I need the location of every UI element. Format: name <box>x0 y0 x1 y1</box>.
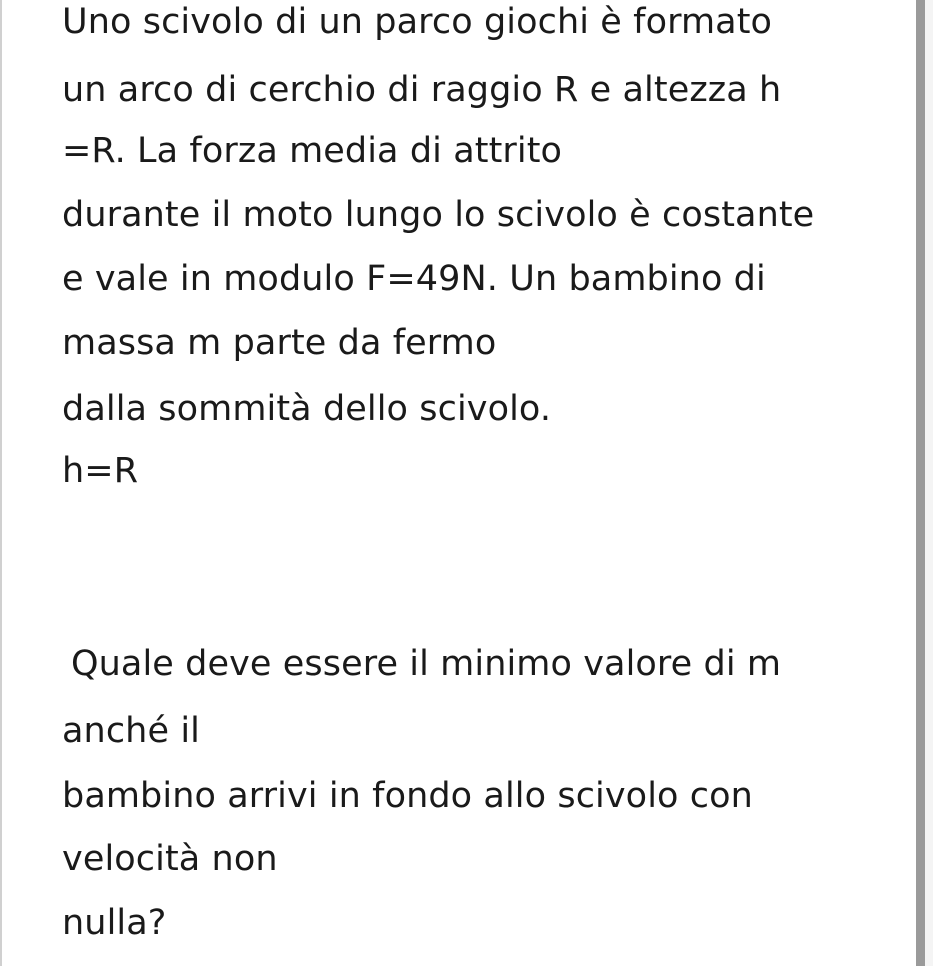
left-border <box>0 0 2 966</box>
question-line-5: nulla? <box>62 903 167 943</box>
scrollbar-gutter <box>925 0 933 966</box>
problem-line-7: dalla sommità dello scivolo. <box>62 389 552 429</box>
problem-given-h: h=R <box>62 451 139 491</box>
question-line-3: bambino arrivi in fondo allo scivolo con <box>62 776 753 816</box>
problem-line-3: =R. La forza media di attrito <box>62 131 563 171</box>
problem-line-1: Uno scivolo di un parco giochi è formato <box>62 2 773 42</box>
question-line-1: Quale deve essere il minimo valore di m <box>71 644 782 684</box>
question-line-4: velocità non <box>62 839 278 879</box>
problem-line-2: un arco di cerchio di raggio R e altezza h <box>62 70 782 110</box>
problem-line-4: durante il moto lungo lo scivolo è costante <box>62 195 815 235</box>
question-line-2: anché il <box>62 711 200 751</box>
problem-line-5: e vale in modulo F=49N. Un bambino di <box>62 259 766 299</box>
scrollbar[interactable] <box>916 0 925 966</box>
problem-line-6: massa m parte da fermo <box>62 323 497 363</box>
